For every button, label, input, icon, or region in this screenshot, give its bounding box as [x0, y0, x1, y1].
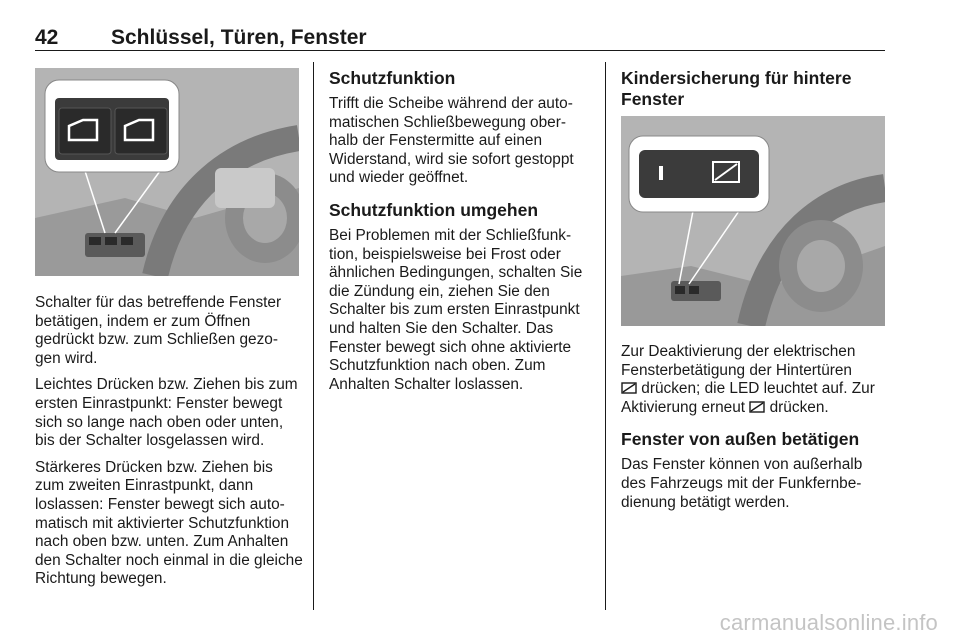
child-lock-figure	[621, 116, 885, 326]
column-2	[329, 68, 597, 402]
column-divider-1	[313, 62, 314, 610]
text-run: Zur Deaktivierung der elektrischen Fensterbetätigung der Hintertüren	[621, 343, 856, 379]
paragraph: Stärkeres Drücken bzw. Ziehen bis zum zweiten Einrastpunkt, dann loslassen: Fenster bewegt sich auto- matisch mit aktivierter Schutzfunktion nach oben bzw. unten. Zum Anhalten den Schalter noch einmal in die gleiche Richtung bewegen.	[35, 458, 303, 588]
paragraph: Leichtes Drücken bzw. Ziehen bis zum ersten Einrastpunkt: Fenster bewegt sich so lange nach oben oder unten, bis der Schalter losgelassen wird.	[35, 376, 298, 450]
window-switch-illustration-icon	[35, 68, 299, 276]
column-1	[35, 294, 303, 597]
section-heading: Schutzfunktion	[329, 68, 456, 88]
paragraph	[621, 343, 889, 417]
text-run: drücken.	[769, 398, 829, 416]
paragraph: Bei Problemen mit der Schließfunk- tion, beispielsweise bei Frost oder ähnlichen Bedingungen, schalten Sie die Zündung ein, ziehen Sie den Schalter bis zum ersten Einrastpunkt und halten Sie den Schalter. Das Fenster bewegt sich ohne aktivierte Schutzfunktion nach oben. Zum Anhalten Schalter loslassen.	[329, 226, 583, 393]
text-run: drücken; die LED leuchtet auf. Zur Aktivierung erneut	[621, 380, 875, 416]
section-heading: Fenster von außen betätigen	[621, 429, 860, 450]
watermark: carmanualsonline.info	[719, 610, 938, 635]
paragraph: Das Fenster können von außerhalb des Fahrzeugs mit der Funkfernbe- dienung betätigt werden.	[621, 456, 863, 511]
child-lock-switch-illustration-icon	[621, 116, 885, 326]
section-heading: Kindersicherung für hintere Fenster	[621, 68, 852, 109]
column-3-body	[621, 343, 889, 520]
window-switch-figure	[35, 68, 299, 276]
paragraph: Trifft die Scheibe während der auto- matischen Schließbewegung ober- halb der Fenstermitte auf einen Widerstand, wird sie sofort gestoppt und wieder geöffnet.	[329, 95, 574, 187]
section-heading: Schutzfunktion umgehen	[329, 199, 539, 220]
page-title: Schlüssel, Türen, Fenster	[111, 26, 367, 49]
paragraph: Schalter für das betreffende Fenster betätigen, indem er zum Öffnen gedrückt bzw. zum Schließen gezo- gen wird.	[35, 294, 282, 367]
rear-window-lock-icon	[749, 401, 765, 413]
header-divider	[35, 50, 885, 51]
column-divider-2	[605, 62, 606, 610]
column-3	[621, 68, 889, 116]
rear-window-lock-icon	[621, 382, 637, 394]
page-number: 42	[35, 26, 59, 49]
